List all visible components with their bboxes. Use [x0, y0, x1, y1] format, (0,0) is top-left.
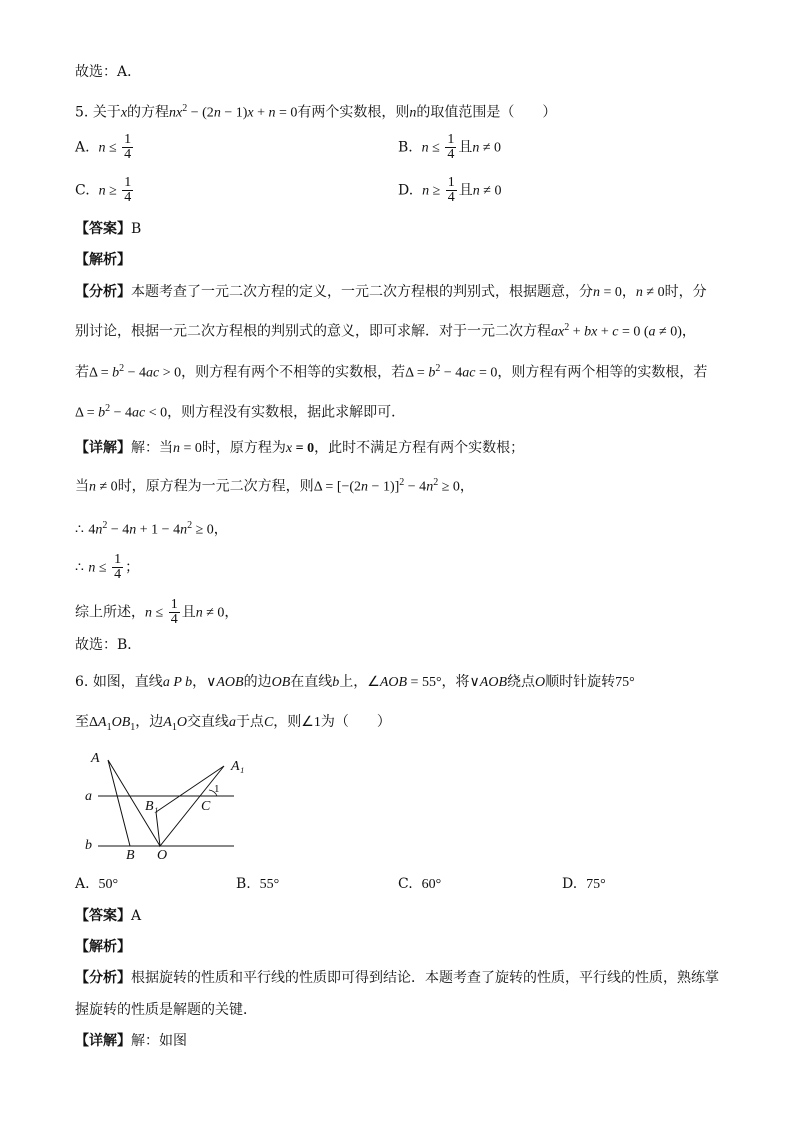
label-a: a [85, 789, 92, 804]
q5-option-b[interactable]: B. n ≤ $\frac{1}{4}$ 且n ≠ 0 [398, 132, 502, 162]
q6-fenxi-line2: 握旋转的性质是解题的关键． [75, 1002, 257, 1018]
q5-number: 5. [75, 104, 89, 121]
label-C: C [201, 799, 211, 814]
q5-final: 故选：B． [75, 637, 142, 653]
label-A1: A₁ [231, 759, 245, 774]
q6-stem-line1: 6. 如图，直线a P b，∨AOB的边OB在直线b上，∠AOB = 55°，将∨AOB绕点O顺时针旋转75° [75, 674, 635, 690]
q6-analysis-tag: 【解析】 [75, 939, 131, 955]
q6-option-d[interactable]: D. 75° [562, 876, 606, 892]
label-A: A [91, 751, 100, 766]
q6-fenxi-line1: 【分析】根据旋转的性质和平行线的性质即可得到结论．本题考查了旋转的性质，平行线的性质，熟练掌 [75, 970, 719, 986]
q5-option-a[interactable]: A. n ≤ $\frac{1}{4}$ [75, 132, 132, 162]
q6-stem-line2: 至$\Delta A_1OB_1$，边$A_1O$交直线a于点C，则∠1为（ ） [75, 714, 391, 733]
q5-detail-line4: ∴ n ≤ $\frac{1}{4}$ ； [75, 552, 140, 582]
q6-option-c[interactable]: C. 60° [398, 876, 442, 892]
q5-fenxi-line2: 别讨论，根据一元二次方程根的判别式的意义，即可求解．对于一元二次方程$ax^2$ + bx + c = 0 (a ≠ 0)， [75, 322, 696, 340]
q6-option-b[interactable]: B. 55° [236, 876, 280, 892]
q5-fenxi-line1: 【分析】本题考查了一元二次方程的定义，一元二次方程根的判别式，根据题意，分n = 0，n ≠ 0时，分 [75, 284, 707, 300]
q5-fenxi-line3: 若$\Delta = b^2 - 4ac > 0$，则方程有两个不相等的实数根，若$\Delta = b^2 - 4ac = 0$，则方程有两个相等的实数根，若 [75, 363, 708, 381]
q6-detail-line1: 【详解】解：如图 [75, 1033, 187, 1049]
q5-option-c[interactable]: C. n ≥ $\frac{1}{4}$ [75, 175, 132, 205]
q5-detail-line3: ∴ $4n^2 - 4n + 1 - 4n^2 \ge 0$， [75, 520, 228, 538]
prev-answer: 故选：A． [75, 64, 142, 80]
label-B1: B₁ [145, 799, 159, 814]
q5-fenxi-line4: $\Delta = b^2 - 4ac < 0$，则方程没有实数根，据此求解即可． [75, 403, 406, 421]
q5-summary: 综上所述，n ≤ $\frac{1}{4}$ 且n ≠ 0， [75, 597, 239, 627]
q6-figure [78, 748, 268, 866]
q5-detail-line2: 当n ≠ 0时，原方程为一元二次方程，则$\Delta = [-(2n - 1)]^2 - 4n^2 \ge 0$， [75, 477, 474, 495]
label-b: b [85, 838, 92, 853]
q6-answer: 【答案】A [75, 908, 142, 924]
q6-option-a[interactable]: A. 50° [75, 876, 119, 892]
label-O: O [157, 848, 168, 863]
label-1: 1 [214, 783, 220, 795]
label-B: B [126, 848, 135, 863]
q5-option-d[interactable]: D. n ≥ $\frac{1}{4}$ 且n ≠ 0 [398, 175, 502, 205]
q5-analysis-tag: 【解析】 [75, 252, 131, 268]
q5-detail-line1: 【详解】解：当n = 0时，原方程为x = 0，此时不满足方程有两个实数根； [75, 440, 525, 456]
q5-stem: 5. 关于x的方程$nx^2 - (2n - 1)x + n = 0$有两个实数根，则n的取值范围是（ ） [75, 103, 557, 121]
q5-answer: 【答案】B [75, 221, 142, 237]
